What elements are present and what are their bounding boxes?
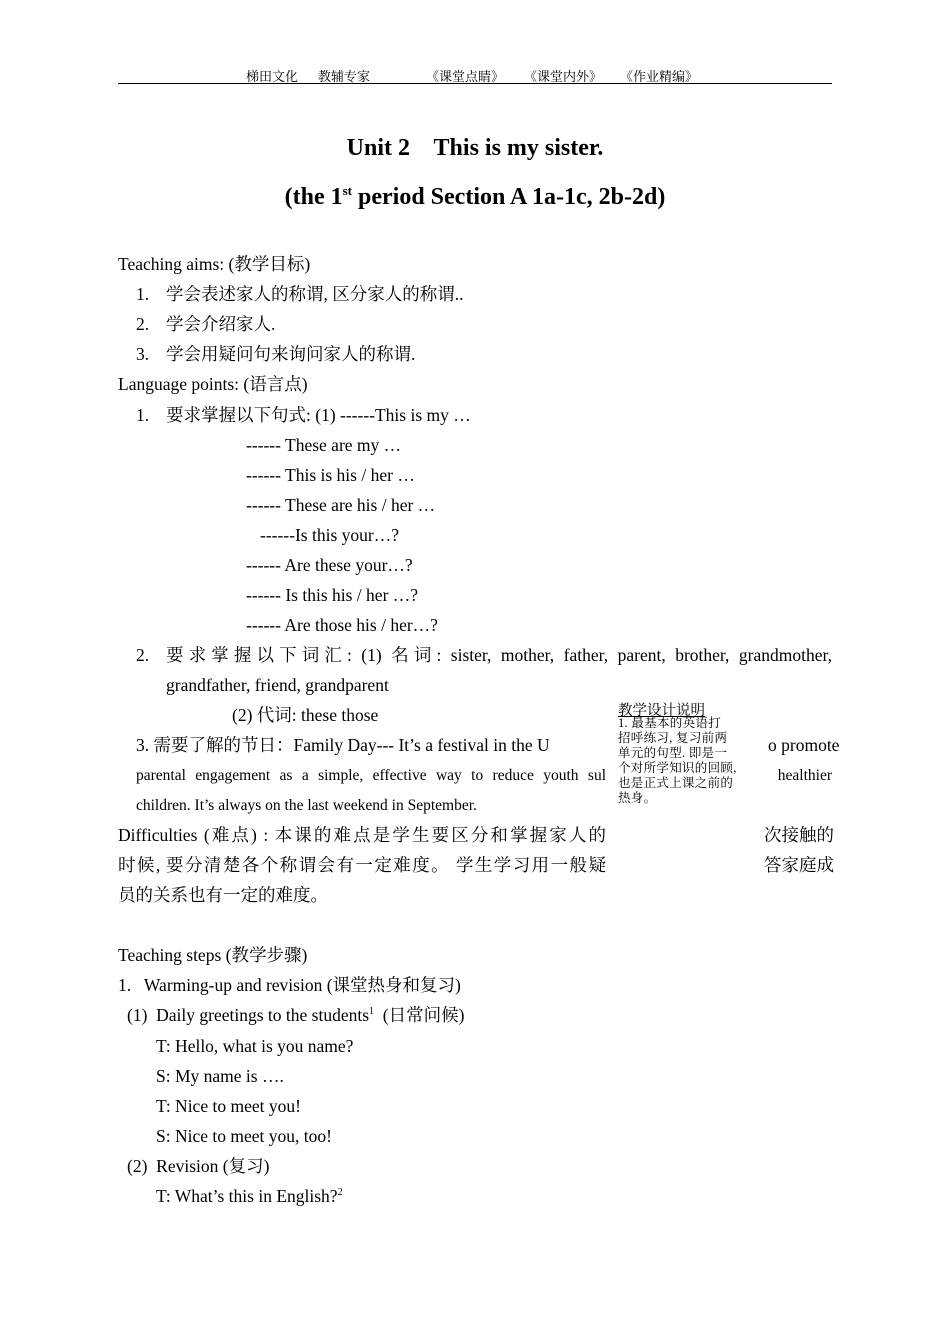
header-role: 教辅专家 (318, 69, 371, 84)
revision-question: T: What’s this in English?$^2$ (156, 1186, 343, 1206)
dialog-line: S: Nice to meet you, too! (156, 1126, 332, 1146)
dialog-line: S: My name is …. (156, 1066, 284, 1086)
aims-heading: Teaching aims: (教学目标) (118, 254, 311, 274)
sentence-pattern: ------ This is his / her … (246, 465, 415, 485)
design-note-line: 招呼练习, 复习前两 (618, 731, 728, 745)
difficulties-line: 员的关系也有一定的难度。 (118, 885, 328, 905)
aim-item: 学会表述家人的称谓, 区分家人的称谓.. (166, 284, 464, 304)
period-subtitle: (the 1st period Section A 1a-1c, 2b-2d) (284, 183, 666, 210)
sentence-pattern: ------Is this your…? (260, 525, 399, 545)
design-note-line: 单元的句型. 即是一 (618, 746, 728, 760)
aim-number: 3. (136, 344, 150, 364)
step-warmup: 1. Warming-up and revision (课堂热身和复习) (118, 975, 461, 995)
aim-number: 1. (136, 284, 150, 304)
festival-line: 3. 需要了解的节日：Family Day--- It’s a festival in the U (136, 735, 550, 755)
sentence-pattern: ------ Are these your…? (246, 555, 413, 575)
difficulties-line-end: 答家庭成 (764, 855, 834, 875)
difficulties-line: 时候, 要分清楚各个称谓会有一定难度。 学生学习用一般疑 (118, 855, 606, 875)
unit-title: Unit 2 This is my sister. (346, 135, 604, 161)
language-point-number: 1. (136, 405, 150, 425)
design-note-line: 个对所学知识的回顾, (618, 761, 737, 775)
sentence-pattern-intro: 要求掌握以下句式: (1) ------This is my … (166, 405, 471, 425)
sentence-pattern: ------ These are my … (246, 435, 402, 455)
festival-line: children. It’s always on the last weekend in September. (136, 797, 477, 814)
aim-number: 2. (136, 314, 150, 334)
sentence-pattern: ------ Are those his / her…? (246, 615, 438, 635)
sentence-pattern: ------ Is this his / her …? (246, 585, 419, 605)
header-book-1: 《课堂点睛》 (426, 69, 505, 84)
design-note-title: 教学设计说明 (618, 703, 705, 719)
pronouns-line: (2) 代词: these those (232, 705, 379, 725)
language-point-number: 2. (136, 645, 150, 665)
vocabulary-line: 要求掌握以下词汇: (1) 名词: sister, mother, father, parent, brother, grandmother, (166, 645, 832, 665)
step-greetings: (1) Daily greetings to the students$^1$ (日常问候) (127, 1005, 465, 1025)
design-note-line: 热身。 (618, 791, 657, 805)
festival-line: parental engagement as a simple, effective way to reduce youth sul (136, 767, 606, 784)
header-rule (118, 83, 832, 84)
dialog-line: T: Nice to meet you! (156, 1096, 301, 1116)
sentence-pattern: ------ These are his / her … (246, 495, 436, 515)
design-note-line: 也是正式上课之前的 (618, 776, 734, 790)
difficulties-line-end: 次接触的 (764, 825, 834, 845)
header-company: 梯田文化 (246, 69, 299, 84)
design-note-line: 1. 最基本的英语打 (618, 716, 722, 730)
difficulties-line: Difficulties (难点) : 本课的难点是学生要区分和掌握家人的 (118, 825, 606, 845)
festival-line-end: healthier (777, 767, 832, 784)
steps-heading: Teaching steps (教学步骤) (118, 945, 308, 965)
dialog-line: T: Hello, what is you name? (156, 1036, 354, 1056)
vocabulary-line: grandfather, friend, grandparent (166, 675, 389, 695)
festival-line-end: o promote (768, 735, 840, 755)
header-book-3: 《作业精编》 (620, 69, 699, 84)
header-book-2: 《课堂内外》 (524, 69, 603, 84)
language-heading: Language points: (语言点) (118, 374, 308, 394)
aim-item: 学会用疑问句来询问家人的称谓. (166, 344, 416, 364)
aim-item: 学会介绍家人. (166, 314, 276, 334)
step-revision: (2) Revision (复习) (127, 1156, 270, 1176)
